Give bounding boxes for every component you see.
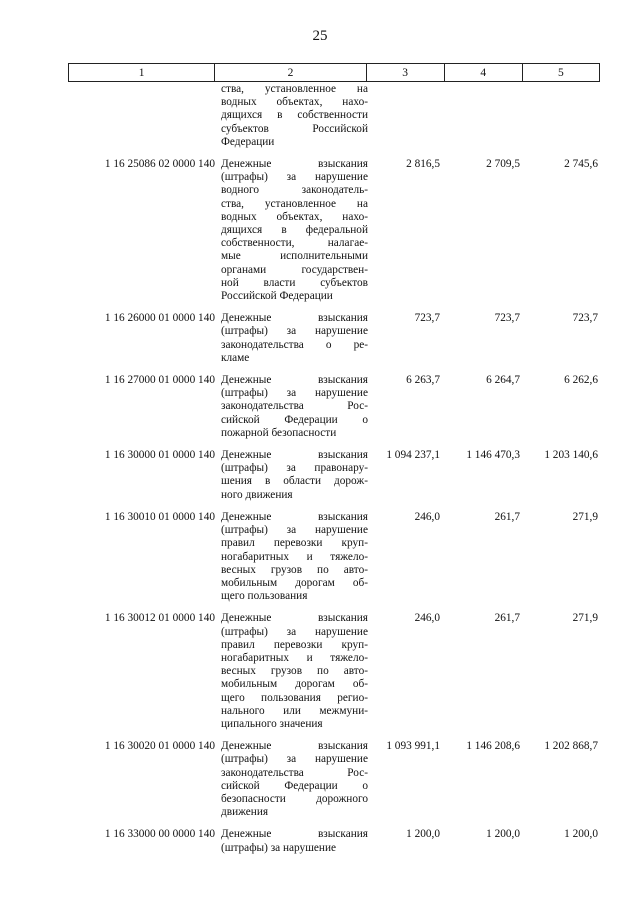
column-header-row xyxy=(69,64,600,82)
revenue-description xyxy=(221,511,368,603)
value-col-3: 1 200,0 xyxy=(406,828,440,841)
table-row xyxy=(68,312,600,365)
description-line: мобильным дорогам об- xyxy=(221,576,368,589)
value-col-5: 6 262,6 xyxy=(564,374,598,387)
description-line: безопасности дорожного xyxy=(221,792,368,805)
description-line: мые исполнительными xyxy=(221,250,368,263)
revenue-description xyxy=(221,449,368,502)
value-col-3: 246,0 xyxy=(414,510,440,523)
value-col-4: 1 146 208,6 xyxy=(466,740,520,753)
description-line: водных объектах, нахо- xyxy=(221,210,368,223)
value-col-3: 2 816,5 xyxy=(406,158,440,171)
budget-code: 1 16 30000 01 0000 140 xyxy=(104,449,215,462)
column-header-1: 1 xyxy=(69,64,215,82)
description-line: (штрафы) за нарушение xyxy=(221,524,368,537)
value-col-4: 261,7 xyxy=(494,612,520,625)
description-line: (штрафы) за нарушение xyxy=(221,841,337,854)
value-col-3: 1 093 991,1 xyxy=(386,740,440,753)
description-line: Денежные взыскания xyxy=(221,612,368,625)
description-line: сийской Федерации о xyxy=(221,779,368,792)
description-line: Денежные взыскания xyxy=(221,312,368,325)
description-line: Федерации xyxy=(221,135,275,148)
description-line: ства, установленное на xyxy=(221,197,368,210)
column-header-table xyxy=(68,63,600,82)
page-number: 25 xyxy=(312,28,328,44)
description-line: Денежные взыскания xyxy=(221,374,368,387)
description-line: мобильным дорогам об- xyxy=(221,678,368,691)
budget-table-body xyxy=(68,83,600,864)
description-line: законодательства о ре- xyxy=(221,338,368,351)
value-col-4: 261,7 xyxy=(494,510,520,523)
table-row xyxy=(68,83,600,149)
revenue-description xyxy=(221,158,368,303)
description-line: ной власти субъектов xyxy=(221,276,368,289)
value-col-4: 6 264,7 xyxy=(486,374,520,387)
value-col-4: 2 709,5 xyxy=(486,158,520,171)
value-col-4: 1 200,0 xyxy=(486,828,520,841)
description-line: движения xyxy=(221,806,269,819)
value-col-3: 246,0 xyxy=(414,612,440,625)
value-col-3: 6 263,7 xyxy=(406,374,440,387)
description-line: ногабаритных и тяжело- xyxy=(221,550,368,563)
budget-code: 1 16 33000 00 0000 140 xyxy=(104,828,215,841)
description-line: Денежные взыскания xyxy=(221,510,368,523)
description-line: (штрафы) за нарушение xyxy=(221,753,368,766)
revenue-description xyxy=(221,312,368,365)
description-line: законодательства Рос- xyxy=(221,400,368,413)
column-header-3: 3 xyxy=(366,64,444,82)
revenue-description xyxy=(221,740,368,819)
description-line: водных объектах, нахо- xyxy=(221,96,368,109)
column-header-5: 5 xyxy=(522,64,599,82)
description-line: Денежные взыскания xyxy=(221,740,368,753)
value-col-5: 271,9 xyxy=(572,510,598,523)
description-line: органами государствен- xyxy=(221,263,368,276)
budget-code: 1 16 26000 01 0000 140 xyxy=(104,312,215,325)
description-line: собственности, налагае- xyxy=(221,237,368,250)
revenue-description xyxy=(221,828,368,854)
revenue-description xyxy=(221,612,368,731)
budget-code: 1 16 25086 02 0000 140 xyxy=(104,158,215,171)
table-row xyxy=(68,612,600,731)
value-col-3: 723,7 xyxy=(414,312,440,325)
table-row xyxy=(68,158,600,303)
description-line: (штрафы) за правонару- xyxy=(221,462,368,475)
description-line: шения в области дорож- xyxy=(221,475,368,488)
description-line: щего пользования xyxy=(221,590,308,603)
description-line: правил перевозки круп- xyxy=(221,638,368,651)
value-col-5: 1 202 868,7 xyxy=(544,740,598,753)
description-line: весных грузов по авто- xyxy=(221,563,368,576)
description-line: Денежные взыскания xyxy=(221,158,368,171)
table-row xyxy=(68,449,600,502)
budget-code: 1 16 30012 01 0000 140 xyxy=(104,612,215,625)
description-line: кламе xyxy=(221,351,250,364)
description-line: правил перевозки круп- xyxy=(221,537,368,550)
budget-code: 1 16 30020 01 0000 140 xyxy=(104,740,215,753)
description-line: ципального значения xyxy=(221,717,323,730)
table-row xyxy=(68,740,600,819)
revenue-description xyxy=(221,374,368,440)
description-line: Денежные взыскания xyxy=(221,449,368,462)
description-line: ства, установленное на xyxy=(221,83,368,95)
budget-code: 1 16 27000 01 0000 140 xyxy=(104,374,215,387)
value-col-5: 723,7 xyxy=(572,312,598,325)
description-line: (штрафы) за нарушение xyxy=(221,387,368,400)
description-line: водного законодатель- xyxy=(221,184,368,197)
description-line: ного движения xyxy=(221,488,293,501)
description-line: (штрафы) за нарушение xyxy=(221,625,368,638)
description-line: законодательства Рос- xyxy=(221,766,368,779)
description-line: ногабаритных и тяжело- xyxy=(221,651,368,664)
description-line: субъектов Российской xyxy=(221,122,368,135)
value-col-3: 1 094 237,1 xyxy=(386,449,440,462)
description-line: дящихся в собственности xyxy=(221,109,368,122)
description-line: Российской Федерации xyxy=(221,290,333,303)
description-line: нального или межмуни- xyxy=(221,704,368,717)
table-row xyxy=(68,828,600,854)
description-line: (штрафы) за нарушение xyxy=(221,171,368,184)
budget-code: 1 16 30010 01 0000 140 xyxy=(104,510,215,523)
description-line: дящихся в федеральной xyxy=(221,224,368,237)
column-header-2: 2 xyxy=(215,64,366,82)
value-col-5: 271,9 xyxy=(572,612,598,625)
value-col-4: 1 146 470,3 xyxy=(466,449,520,462)
description-line: весных грузов по авто- xyxy=(221,665,368,678)
revenue-description xyxy=(221,83,368,149)
description-line: сийской Федерации о xyxy=(221,413,368,426)
description-line: пожарной безопасности xyxy=(221,426,337,439)
column-header-4: 4 xyxy=(444,64,522,82)
description-line: (штрафы) за нарушение xyxy=(221,325,368,338)
value-col-4: 723,7 xyxy=(494,312,520,325)
value-col-5: 2 745,6 xyxy=(564,158,598,171)
table-row xyxy=(68,511,600,603)
description-line: Денежные взыскания xyxy=(221,828,368,841)
value-col-5: 1 203 140,6 xyxy=(544,449,598,462)
table-row xyxy=(68,374,600,440)
description-line: щего пользования регио- xyxy=(221,691,368,704)
value-col-5: 1 200,0 xyxy=(564,828,598,841)
